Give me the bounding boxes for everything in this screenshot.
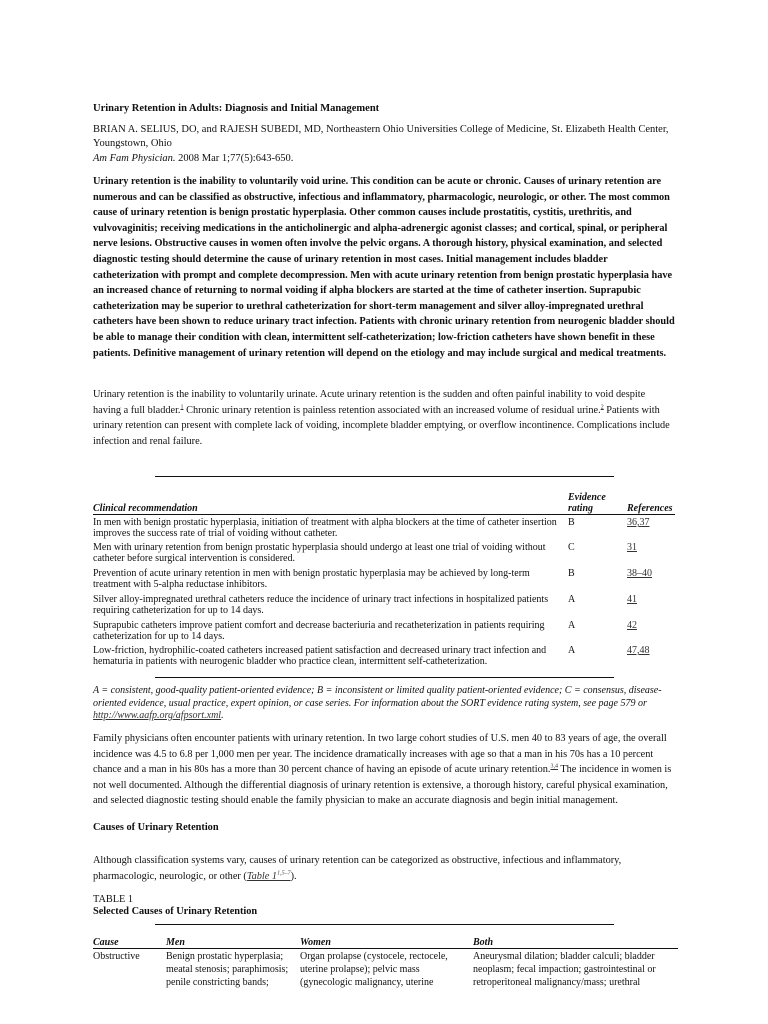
intro-paragraph: Urinary retention is the inability to voluntarily urinate. Acute urinary retention is the sudden and often painful inability to void despite having a full bladder.$^1$ Chronic urinary retention is painless retention associated with an increased volume of residual urine.$^2$ Patients with urinary retention can present with complete lack of voiding, incomplete bladder emptying, or overflow incontinence. Complications include infection and renal failure. bbox=[93, 389, 670, 447]
header-rule bbox=[93, 514, 675, 515]
table-row: Men with urinary retention from benign prostatic hyperplasia should undergo at least one trial of voiding without catheter before surgical intervention is considered. C 31 bbox=[93, 542, 637, 564]
table1-top-rule bbox=[155, 924, 614, 925]
col-recommendation-header: Clinical recommendation bbox=[93, 503, 198, 514]
article-title: Urinary Retention in Adults: Diagnosis and Initial Management bbox=[93, 103, 380, 114]
reference-link[interactable]: 1 bbox=[180, 404, 184, 411]
reference-link[interactable]: 41 bbox=[627, 594, 637, 605]
reference-link[interactable]: 47,48 bbox=[627, 645, 650, 656]
causes-paragraph: Although classification systems vary, causes of urinary retention can be categorized as obstructive, infectious and inflammatory, pharmacologic, neurologic, or other (Table 1$^{1,5-7}$). bbox=[93, 855, 622, 882]
incidence-paragraph: Family physicians often encounter patients with urinary retention. In two large cohort studies of U.S. men 40 to 83 years of age, the overall incidence was 4.5 to 6.8 per 1,000 men per year. The incidence dramatically increases with age so that a man in his 70s has a 10 percent chance and a man in his 80s has a more than 30 percent chance of having an episode of acute urinary retention.$^{3,4}$ The incidence in women is not well documented. Although the differential diagnosis of urinary retention is extensive, a thorough history, careful physical examination, and selected diagnostic testing should enable the family physician to make an accurate diagnosis and begin initial management. bbox=[93, 733, 672, 807]
causes-table bbox=[93, 936, 683, 994]
col-references-header: References bbox=[627, 503, 673, 514]
reference-link[interactable]: 3,4 bbox=[550, 763, 558, 770]
table-title: Selected Causes of Urinary Retention bbox=[93, 906, 258, 917]
sort-table bbox=[93, 488, 675, 669]
table-link[interactable]: Table 1$^{1,5-7}$ bbox=[246, 870, 291, 882]
article-authors: BRIAN A. SELIUS, DO, and RAJESH SUBEDI, MD, Northeastern Ohio Universities College of Medicine, St. Elizabeth Health Center, Youngstown, Ohio bbox=[93, 124, 669, 149]
table-label: TABLE 1 bbox=[93, 894, 134, 905]
article-citation bbox=[93, 153, 293, 164]
table-row: Low-friction, hydrophilic-coated catheters increased patient satisfaction and decreased urinary tract infection and hematuria in patients with neurogenic bladder who practice clean, intermittent self-catheterization. A 47,48 bbox=[93, 645, 650, 667]
reference-link[interactable]: 2 bbox=[600, 404, 604, 411]
table-row: In men with benign prostatic hyperplasia, initiation of treatment with alpha blockers at the time of catheter insertion improves the success rate of trial of voiding without catheter. B 36,37 bbox=[93, 517, 650, 539]
section-heading: Causes of Urinary Retention bbox=[93, 822, 219, 833]
causes-table-header: Cause Men Women Both bbox=[93, 937, 494, 948]
reference-link[interactable]: 38–40 bbox=[627, 568, 652, 579]
table-row: Obstructive Benign prostatic hyperplasia; meatal stenosis; paraphimosis; penile constricting bands; Organ prolapse (cystocele, rectocele, uterine prolapse); pelvic mass (gynecologic malignancy, uterine Aneurysmal dilation; bladder calculi; bladder neoplasm; fecal impaction; gastrointestinal or retroperitoneal malignancy/mass; urethral bbox=[93, 951, 656, 988]
reference-link[interactable]: 36,37 bbox=[627, 517, 650, 528]
sort-footnote: A = consistent, good-quality patient-oriented evidence; B = inconsistent or limited quality patient-oriented evidence; C = consensus, disease-oriented evidence, usual practice, expert opinion, or case series. For information about the SORT evidence rating system, see page 579 or http://www.aafp.org/afpsort.xml. bbox=[93, 685, 662, 721]
table-top-rule bbox=[155, 476, 614, 477]
reference-link[interactable]: 42 bbox=[627, 620, 637, 631]
table-row: Silver alloy-impregnated urethral catheters reduce the incidence of urinary tract infections in hospitalized patients requiring catheterization for up to 14 days. A 41 bbox=[93, 594, 637, 616]
col-rating-header: Evidence rating bbox=[568, 492, 606, 514]
table-row: Suprapubic catheters improve patient comfort and decrease bacteriuria and recatheterization in patients requiring catheterization for up to 14 days. A 42 bbox=[93, 620, 637, 642]
journal-name: Am Fam Physician. bbox=[93, 153, 176, 164]
sort-link[interactable]: http://www.aafp.org/afpsort.xml bbox=[93, 710, 222, 721]
citation-details: 2008 Mar 1;77(5):643-650. bbox=[175, 153, 294, 164]
reference-link[interactable]: 31 bbox=[627, 542, 637, 553]
abstract: Urinary retention is the inability to voluntarily void urine. This condition can be acute or chronic. Causes of urinary retention are numerous and can be classified as obstructive, infectious and inflammatory, pharmacologic, neurologic, or other. The most common cause of urinary retention is benign prostatic hyperplasia. Other common causes include prostatitis, cystitis, urethritis, and vulvovaginitis; receiving medications in the anticholinergic and alpha-adrenergic agonist classes; and cortical, spinal, or peripheral nerve lesions. Obstructive causes in women often involve the pelvic organs. A thorough history, physical examination, and selected diagnostic testing should determine the cause of urinary retention in most cases. Initial management includes bladder catheterization with prompt and complete decompression. Men with acute urinary retention from benign prostatic hyperplasia have an increased chance of returning to normal voiding if alpha blockers are started at the time of catheter insertion. Suprapubic catheterization may be superior to urethral catheterization for short-term management and silver alloy-impregnated urethral catheters have been shown to reduce urinary tract infection. Patients with chronic urinary retention from neurogenic bladder should be able to manage their condition with clean, intermittent self-catheterization; low-friction catheters have shown benefit in these patients. Definitive management of urinary retention will depend on the etiology and may include surgical and medical treatments. bbox=[93, 176, 675, 359]
table-row: Prevention of acute urinary retention in men with benign prostatic hyperplasia may be achieved by long-term treatment with 5-alpha reductase inhibitors. B 38–40 bbox=[93, 568, 652, 590]
table-bottom-rule bbox=[155, 677, 614, 678]
sort-table-header bbox=[93, 488, 675, 514]
